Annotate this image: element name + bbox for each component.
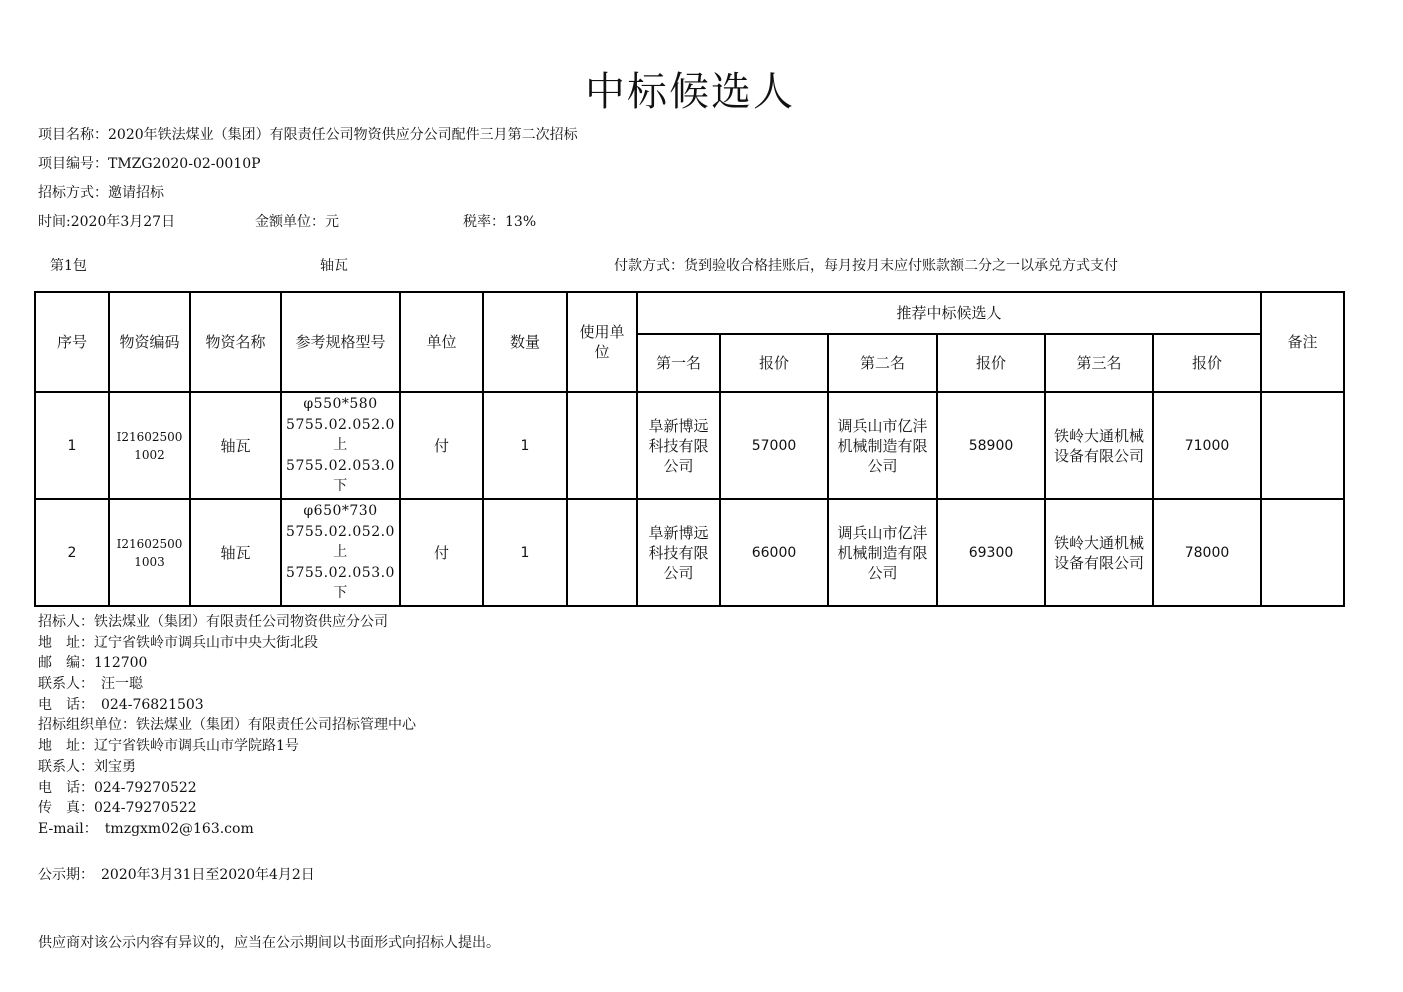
cell-unit: 付: [400, 392, 483, 499]
cell-qty: 1: [483, 392, 567, 499]
contact-block: [38, 612, 416, 840]
cell-spec: φ550*580 5755.02.052.0 上 5755.02.053.0 下: [281, 392, 400, 499]
postal-code: 邮 编：112700: [38, 655, 148, 672]
header-code: 物资编码: [109, 292, 190, 392]
cell-second: 调兵山市亿沣 机械制造有限 公司: [828, 499, 937, 606]
header-third: 第三名: [1045, 334, 1153, 392]
cell-price2: 69300: [937, 499, 1045, 606]
header-qty: 数量: [483, 292, 567, 392]
cell-price3: 78000: [1153, 499, 1261, 606]
cell-second: 调兵山市亿沣 机械制造有限 公司: [828, 392, 937, 499]
header-recommend: 推荐中标候选人: [637, 292, 1261, 334]
header-remark: 备注: [1261, 292, 1344, 392]
cell-code: I21602500 1003: [109, 499, 190, 606]
header-use-unit: 使用单位: [567, 292, 637, 392]
tenderer-address: 地 址：辽宁省铁岭市调兵山市中央大街北段: [38, 634, 318, 651]
agency-fax: 传 真：024-79270522: [38, 800, 197, 817]
tenderer-contact: 联系人： 汪一聪: [38, 676, 143, 693]
cell-seq: 2: [35, 499, 109, 606]
agency-email[interactable]: E-mail： tmzgxm02@163.com: [38, 820, 254, 837]
cell-price1: 66000: [720, 499, 828, 606]
header-name: 物资名称: [190, 292, 281, 392]
header-price2: 报价: [937, 334, 1045, 392]
agency-address: 地 址：辽宁省铁岭市调兵山市学院路1号: [38, 738, 299, 755]
cell-use-unit: [567, 499, 637, 606]
currency-unit: 金额单位：元: [255, 214, 339, 230]
agency-contact: 联系人：刘宝勇: [38, 758, 136, 775]
objection-notice: 供应商对该公示内容有异议的，应当在公示期间以书面形式向招标人提出。: [38, 935, 500, 951]
header-second: 第二名: [828, 334, 937, 392]
cell-seq: 1: [35, 392, 109, 499]
header-price3: 报价: [1153, 334, 1261, 392]
cell-unit: 付: [400, 499, 483, 606]
project-number: 项目编号：TMZG2020-02-0010P: [38, 156, 261, 172]
bidding-method: 招标方式：邀请招标: [38, 185, 164, 201]
header-price1: 报价: [720, 334, 828, 392]
project-name: 项目名称：2020年铁法煤业（集团）有限责任公司物资供应分公司配件三月第二次招标: [38, 127, 578, 143]
cell-remark: [1261, 392, 1344, 499]
tenderer: 招标人：铁法煤业（集团）有限责任公司物资供应分公司: [38, 614, 388, 630]
cell-spec: φ650*730 5755.02.052.0 上 5755.02.053.0 下: [281, 499, 400, 606]
header-unit: 单位: [400, 292, 483, 392]
cell-third: 铁岭大通机械 设备有限公司: [1045, 499, 1153, 606]
cell-price3: 71000: [1153, 392, 1261, 499]
cell-price1: 57000: [720, 392, 828, 499]
agency: 招标组织单位：铁法煤业（集团）有限责任公司招标管理中心: [38, 717, 416, 734]
cell-first: 阜新博远 科技有限 公司: [637, 499, 720, 606]
candidate-table: [34, 291, 1345, 607]
package-name: 轴瓦: [320, 258, 348, 274]
cell-price2: 58900: [937, 392, 1045, 499]
header-seq: 序号: [35, 292, 109, 392]
package-number: 第1包: [50, 258, 87, 274]
agency-phone: 电 话：024-79270522: [38, 779, 197, 796]
cell-use-unit: [567, 392, 637, 499]
header-first: 第一名: [637, 334, 720, 392]
tenderer-phone: 电 话： 024-76821503: [38, 696, 204, 713]
cell-first: 阜新博远 科技有限 公司: [637, 392, 720, 499]
cell-code: I21602500 1002: [109, 392, 190, 499]
cell-qty: 1: [483, 499, 567, 606]
cell-remark: [1261, 499, 1344, 606]
table-row: [35, 392, 1344, 499]
date: 时间:2020年3月27日: [38, 214, 176, 230]
header-spec: 参考规格型号: [281, 292, 400, 392]
payment-terms: 付款方式：货到验收合格挂账后，每月按月末应付账款额二分之一以承兑方式支付: [614, 258, 1118, 274]
publicity-period: 公示期： 2020年3月31日至2020年4月2日: [38, 867, 315, 883]
tax-rate: 税率：13%: [463, 214, 537, 230]
cell-name: 轴瓦: [190, 392, 281, 499]
header-row: [35, 292, 1344, 334]
cell-third: 铁岭大通机械 设备有限公司: [1045, 392, 1153, 499]
cell-name: 轴瓦: [190, 499, 281, 606]
page-title: 中标候选人: [585, 69, 795, 115]
table-row: [35, 499, 1344, 606]
